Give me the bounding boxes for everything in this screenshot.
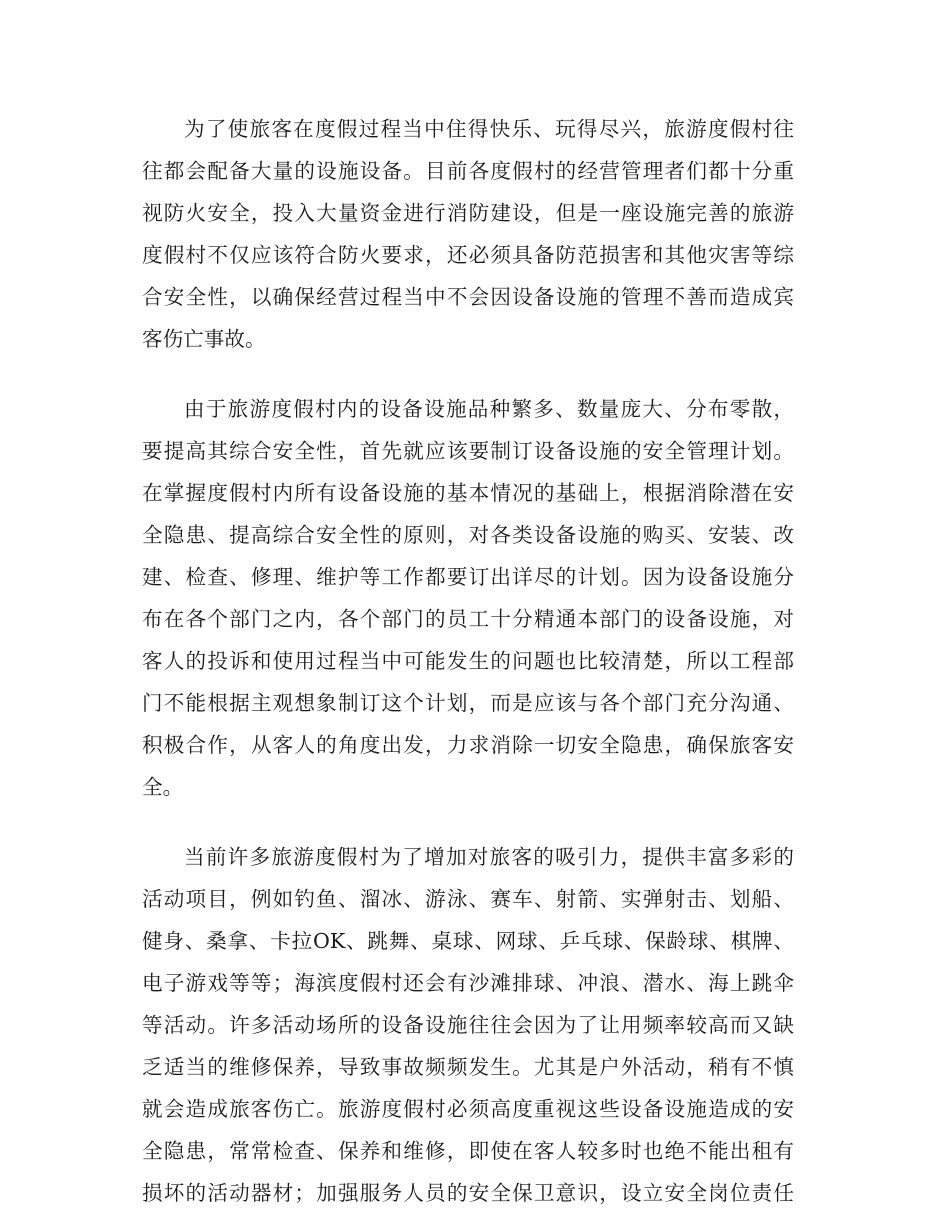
text-line: 当前许多旅游度假村为了增加对旅客的吸引力，提供丰富多彩的 [184,845,794,869]
text-line: 建、检查、修理、维护等工作都要订出详尽的计划。因为设备设施分 [142,565,794,589]
text-line: 视防火安全，投入大量资金进行消防建设，但是一座设施完善的旅游 [142,201,794,225]
text-line: 布在各个部门之内，各个部门的员工十分精通本部门的设备设施，对 [142,607,794,631]
text-line: 门不能根据主观想象制订这个计划，而是应该与各个部门充分沟通、 [142,691,794,715]
text-line: 健身、桑拿、卡拉OK、跳舞、桌球、网球、乒乓球、保龄球、棋牌、 [142,929,794,953]
paragraph-2 [142,388,794,808]
text-line: 全。 [142,775,184,799]
text-line: 活动项目，例如钓鱼、溜冰、游泳、赛车、射箭、实弹射击、划船、 [142,887,794,911]
text-line: 全隐患，常常检查、保养和维修，即使在客人较多时也绝不能出租有 [142,1139,794,1163]
text-line: 往都会配备大量的设施设备。目前各度假村的经营管理者们都十分重 [142,159,794,183]
paragraph-gap [142,360,794,388]
text-line: 在掌握度假村内所有设备设施的基本情况的基础上，根据消除潜在安 [142,481,794,505]
text-line: 客人的投诉和使用过程当中可能发生的问题也比较清楚，所以工程部 [142,649,794,673]
text-line: 积极合作，从客人的角度出发，力求消除一切安全隐患，确保旅客安 [142,733,794,757]
text-line: 就会造成旅客伤亡。旅游度假村必须高度重视这些设备设施造成的安 [142,1097,794,1121]
text-line: 为了使旅客在度假过程当中住得快乐、玩得尽兴，旅游度假村往 [184,117,794,141]
paragraph-1 [142,108,794,360]
paragraph-gap [142,808,794,836]
text-line: 电子游戏等等；海滨度假村还会有沙滩排球、冲浪、潜水、海上跳伞 [142,971,794,995]
text-line: 合安全性，以确保经营过程当中不会因设备设施的管理不善而造成宾 [142,285,794,309]
text-line: 全隐患、提高综合安全性的原则，对各类设备设施的购买、安装、改 [142,523,794,547]
text-line: 由于旅游度假村内的设备设施品种繁多、数量庞大、分布零散， [184,397,794,421]
text-line: 乏适当的维修保养，导致事故频频发生。尤其是户外活动，稍有不慎 [142,1055,794,1079]
text-line: 等活动。许多活动场所的设备设施往往会因为了让用频率较高而又缺 [142,1013,794,1037]
text-line: 度假村不仅应该符合防火要求，还必须具备防范损害和其他灾害等综 [142,243,794,267]
text-line: 要提高其综合安全性，首先就应该要制订设备设施的安全管理计划。 [142,439,794,463]
text-line: 客伤亡事故。 [142,327,266,351]
paragraph-3 [142,836,794,1214]
text-line: 损坏的活动器材；加强服务人员的安全保卫意识，设立安全岗位责任 [142,1181,794,1205]
document-body [142,108,794,1214]
